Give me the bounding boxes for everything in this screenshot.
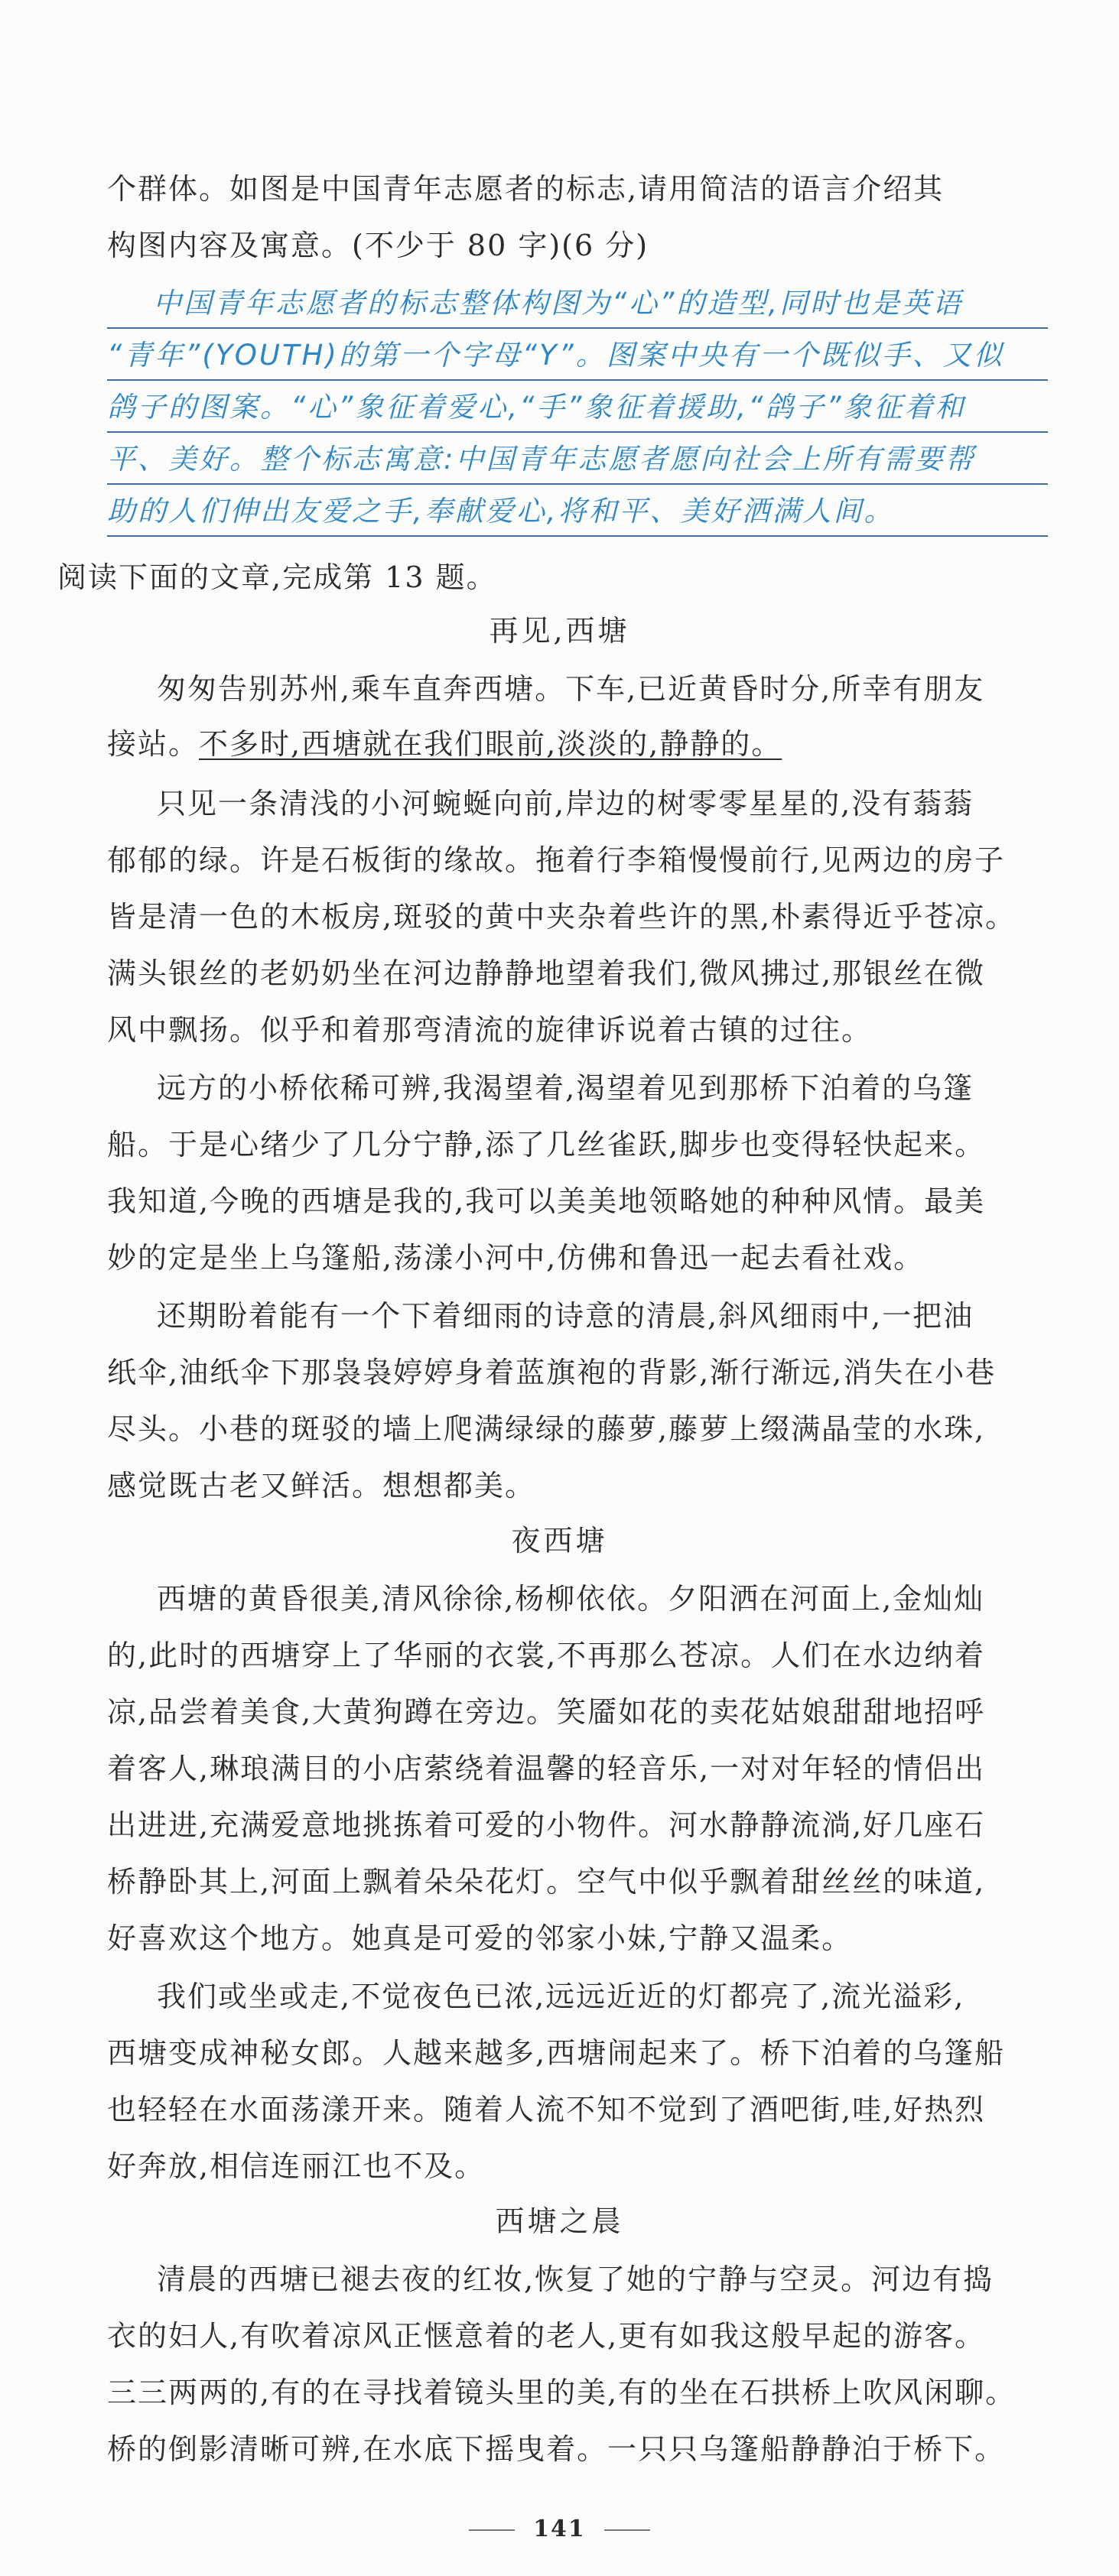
paragraph-line: 着客人,琳琅满目的小店萦绕着温馨的轻音乐,一对对年轻的情侣出 (107, 1752, 986, 1785)
paragraph-line: 桥的倒影清晰可辨,在水底下摇曳着。一只只乌篷船静静泊于桥下。 (107, 2432, 1006, 2466)
paragraph-line: 衣的妇人,有吹着凉风正惬意着的老人,更有如我这般早起的游客。 (107, 2319, 986, 2353)
answer-rule (107, 379, 1048, 381)
paragraph-line (107, 725, 782, 763)
paragraph-line: 只见一条清浅的小河蜿蜒向前,岸边的树零零星星的,没有蓊蓊 (157, 787, 974, 820)
paragraph-line: 也轻轻在水面荡漾开来。随着人流不知不觉到了酒吧街,哇,好热烈 (107, 2093, 986, 2126)
page-number (0, 2516, 1119, 2542)
divider (469, 2529, 515, 2531)
paragraph-line: 的,此时的西塘穿上了华丽的衣裳,不再那么苍凉。人们在水边纳着 (107, 1639, 986, 1672)
paragraph-line: 西塘变成神秘女郎。人越来越多,西塘闹起来了。桥下泊着的乌篷船 (107, 2036, 1006, 2070)
paragraph-line: 还期盼着能有一个下着细雨的诗意的清晨,斜风细雨中,一把油 (157, 1299, 974, 1333)
answer-line-1: 中国青年志愿者的标志整体构图为“心”的造型,同时也是英语 (153, 287, 964, 320)
paragraph-line: 尽头。小巷的斑驳的墙上爬满绿绿的藤萝,藤萝上缀满晶莹的水珠, (107, 1412, 986, 1446)
article-title: 再见,西塘 (489, 614, 630, 648)
paragraph-line: 三三两两的,有的在寻找着镜头里的美,有的坐在石拱桥上吹风闲聊。 (107, 2376, 1017, 2409)
paragraph-line: 郁郁的绿。许是石板街的缘故。拖着行李箱慢慢前行,见两边的房子 (107, 843, 1006, 877)
answer-line-4: 平、美好。整个标志寓意:中国青年志愿者愿向社会上所有需要帮 (107, 443, 976, 476)
question-line-1: 个群体。如图是中国青年志愿者的标志,请用简洁的语言介绍其 (107, 172, 945, 206)
paragraph-line: 风中飘扬。似乎和着那弯清流的旋律诉说着古镇的过往。 (107, 1013, 873, 1047)
answer-rule (107, 483, 1048, 485)
section-title: 西塘之晨 (495, 2204, 624, 2238)
paragraph-line: 皆是清一色的木板房,斑驳的黄中夹杂着些许的黑,朴素得近乎苍凉。 (107, 900, 1017, 934)
paragraph-line: 远方的小桥依稀可辨,我渴望着,渴望着见到那桥下泊着的乌篷 (157, 1071, 974, 1105)
answer-rule (107, 535, 1048, 537)
paragraph-line: 妙的定是坐上乌篷船,荡漾小河中,仿佛和鲁迅一起去看社戏。 (107, 1241, 925, 1275)
answer-rule (107, 327, 1048, 329)
answer-rule (107, 431, 1048, 433)
answer-line-3: 鸽子的图案。“心”象征着爱心,“手”象征着援助,“鸽子”象征着和 (107, 391, 966, 424)
question-line-2: 构图内容及寓意。(不少于 80 字)(6 分) (107, 229, 649, 262)
divider (604, 2529, 650, 2531)
paragraph-line: 匆匆告别苏州,乘车直奔西塘。下车,已近黄昏时分,所幸有朋友 (157, 672, 985, 706)
paragraph-line: 好奔放,相信连丽江也不及。 (107, 2149, 486, 2183)
paragraph-line: 感觉既古老又鲜活。想想都美。 (107, 1469, 536, 1502)
answer-line-2: “青年”(YOUTH)的第一个字母“Y”。图案中央有一个既似手、又似 (107, 339, 1004, 372)
reading-instruction: 阅读下面的文章,完成第 13 题。 (57, 560, 497, 594)
underlined-sentence: 不多时,西塘就在我们眼前,淡淡的,静静的。 (199, 727, 782, 761)
paragraph-line: 满头银丝的老奶奶坐在河边静静地望着我们,微风拂过,那银丝在微 (107, 957, 986, 990)
paragraph-line: 出进进,充满爱意地挑拣着可爱的小物件。河水静静流淌,好几座石 (107, 1808, 986, 1842)
page-number-text: 141 (533, 2516, 586, 2542)
paragraph-line: 我知道,今晚的西塘是我的,我可以美美地领略她的种种风情。最美 (107, 1184, 986, 1218)
paragraph-line: 清晨的西塘已褪去夜的红妆,恢复了她的宁静与空灵。河边有捣 (157, 2263, 994, 2296)
paragraph-line: 凉,品尝着美食,大黄狗蹲在旁边。笑靥如花的卖花姑娘甜甜地招呼 (107, 1695, 986, 1729)
paragraph-line: 桥静卧其上,河面上飘着朵朵花灯。空气中似乎飘着甜丝丝的味道, (107, 1865, 986, 1899)
paragraph-line: 纸伞,油纸伞下那袅袅婷婷身着蓝旗袍的背影,渐行渐远,消失在小巷 (107, 1356, 997, 1389)
paragraph-line: 西塘的黄昏很美,清风徐徐,杨柳依依。夕阳洒在河面上,金灿灿 (157, 1582, 985, 1616)
paragraph-line: 船。于是心绪少了几分宁静,添了几丝雀跃,脚步也变得轻快起来。 (107, 1128, 986, 1161)
answer-line-5: 助的人们伸出友爱之手,奉献爱心,将和平、美好洒满人间。 (107, 495, 895, 528)
text-span: 接站。 (107, 727, 200, 761)
section-title: 夜西塘 (511, 1524, 608, 1558)
paragraph-line: 我们或坐或走,不觉夜色已浓,远远近近的灯都亮了,流光溢彩, (157, 1980, 965, 2013)
paragraph-line: 好喜欢这个地方。她真是可爱的邻家小妹,宁静又温柔。 (107, 1921, 853, 1955)
